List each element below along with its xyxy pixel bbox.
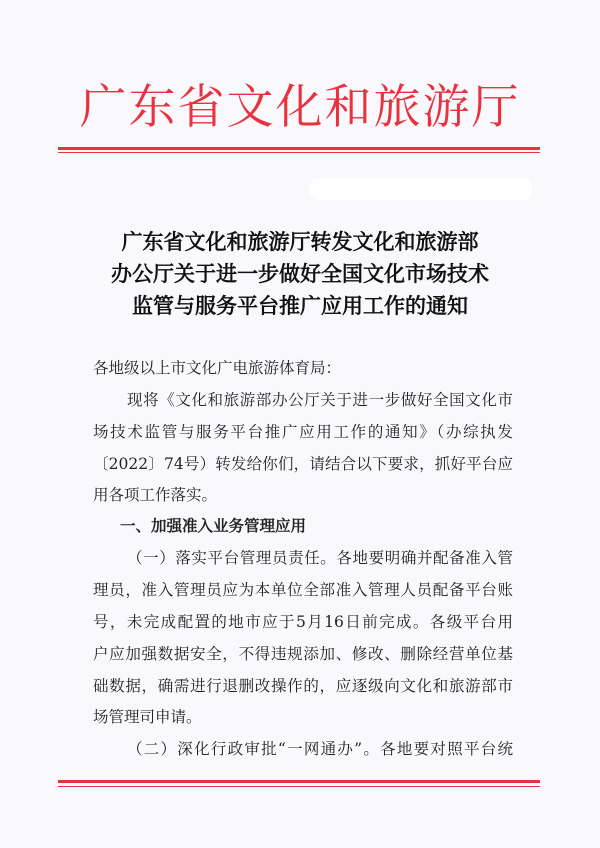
paragraph-line: 现将《文化和旅游部办公厅关于进一步做好全国文化市 bbox=[127, 391, 513, 409]
footer-rule-thick bbox=[58, 780, 540, 783]
paragraph-line: 础数据，确需进行退删改操作的，应逐级向文化和旅游部市 bbox=[93, 677, 513, 695]
title-line: 监管与服务平台推广应用工作的通知 bbox=[132, 293, 468, 318]
paragraph-line: （一）落实平台管理员责任。各地要明确并配备准入管 bbox=[127, 549, 513, 567]
paragraph-line: 〔2022〕74号）转发给你们，请结合以下要求，抓好平台应 bbox=[93, 455, 513, 473]
paragraph-line: 场管理司申请。 bbox=[93, 708, 202, 726]
title-line: 办公厅关于进一步做好全国文化市场技术 bbox=[111, 261, 489, 286]
section-heading: 一、加强准入业务管理应用 bbox=[120, 516, 307, 535]
document-title bbox=[0, 226, 600, 322]
paragraph-line: 场技术监管与服务平台推广应用工作的通知》（办综执发 bbox=[93, 423, 513, 441]
title-line: 广东省文化和旅游厅转发文化和旅游部 bbox=[121, 229, 479, 254]
paragraph-line: 户应加强数据安全，不得违规添加、修改、删除经营单位基 bbox=[93, 645, 513, 663]
footer-rule-thin bbox=[58, 786, 540, 787]
salutation: 各地级以上市文化广电旅游体育局： bbox=[93, 359, 342, 377]
letterhead-organization: 广东省文化和旅游厅 bbox=[79, 80, 521, 135]
paragraph-line: 号，未完成配置的地市应于5月16日前完成。各级平台用 bbox=[93, 613, 513, 631]
paragraph-line: （二）深化行政审批“一网通办”。各地要对照平台统 bbox=[127, 740, 513, 758]
letterhead-rule-thin bbox=[58, 152, 540, 153]
paragraph-line: 理员，准入管理员应为本单位全部准入管理人员配备平台账 bbox=[93, 581, 513, 599]
letterhead-rule-thick bbox=[58, 147, 540, 150]
paragraph-line: 用各项工作落实。 bbox=[93, 486, 218, 504]
redacted-area bbox=[310, 178, 532, 200]
